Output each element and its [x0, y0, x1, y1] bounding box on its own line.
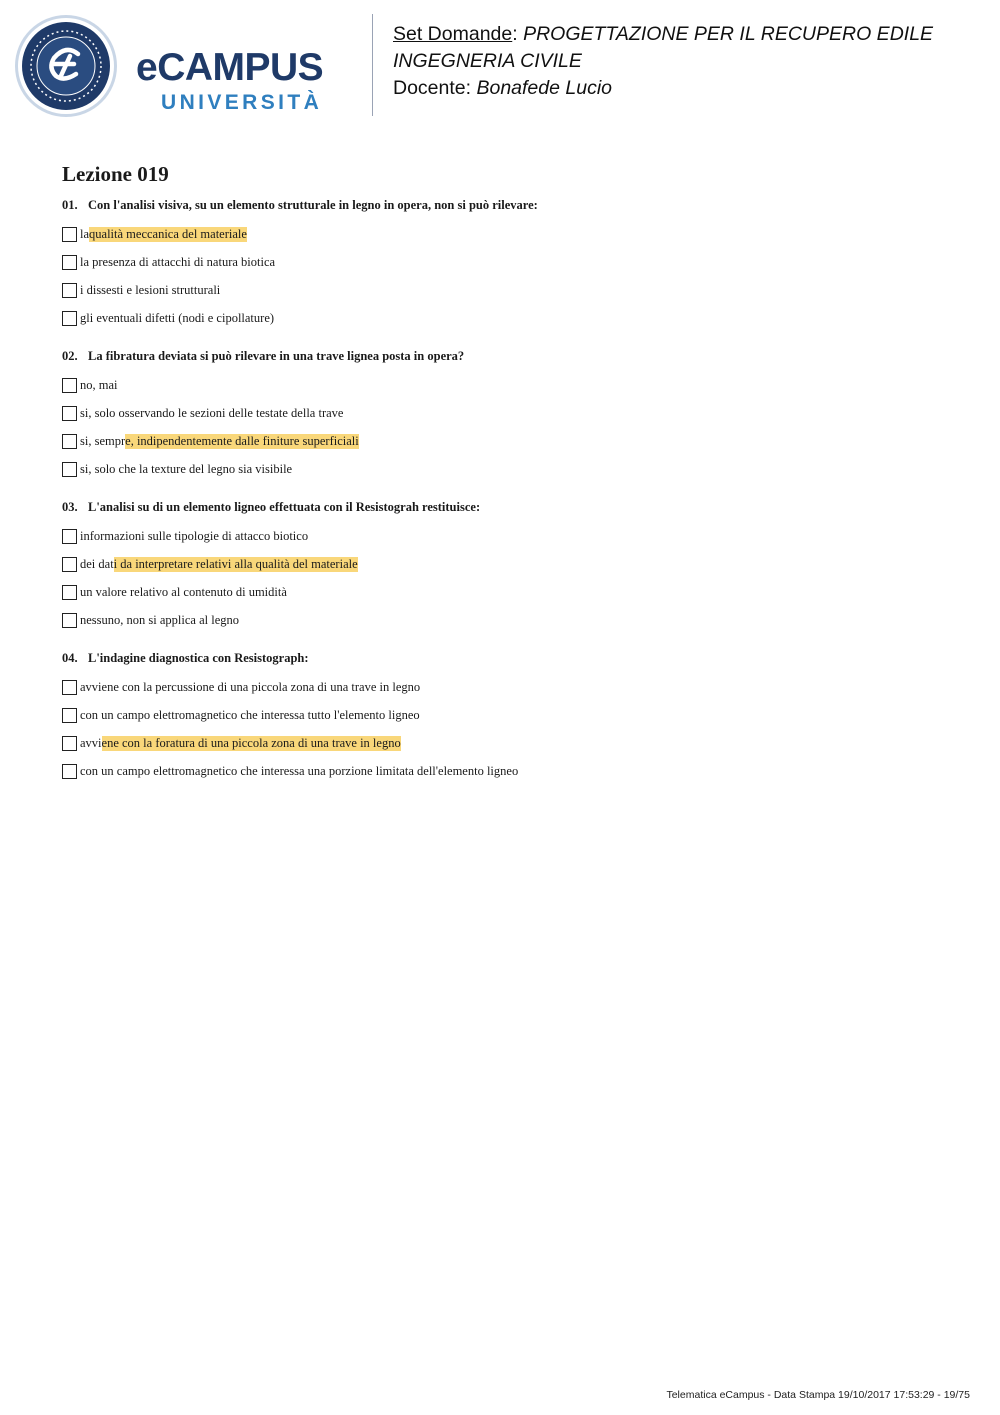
- answer-option[interactable]: [62, 673, 962, 701]
- page-footer: Telematica eCampus - Data Stampa 19/10/2017 17:53:29 - 19/75: [666, 1389, 970, 1401]
- answer-text: informazioni sulle tipologie di attacco biotico: [80, 528, 309, 543]
- answer-checkbox[interactable]: [62, 557, 77, 572]
- question-number: 01.: [62, 198, 78, 212]
- set-line: [393, 21, 983, 48]
- set-separator: :: [512, 23, 524, 45]
- answer-highlight: qualità meccanica del materiale: [89, 226, 247, 241]
- question-block: [62, 347, 962, 483]
- answer-highlight: ene con la foratura di una piccola zona di una trave in legno: [101, 735, 401, 750]
- teacher-name: Bonafede Lucio: [476, 77, 612, 99]
- question-block: [62, 498, 962, 634]
- answer-option[interactable]: [62, 455, 962, 483]
- answer-text: la: [80, 226, 90, 241]
- question-number: 02.: [62, 349, 78, 363]
- answer-checkbox[interactable]: [62, 378, 77, 393]
- answer-option[interactable]: [62, 399, 962, 427]
- answer-checkbox[interactable]: [62, 406, 77, 421]
- answer-checkbox[interactable]: [62, 529, 77, 544]
- header-divider: [372, 14, 373, 116]
- answer-text: si, solo osservando le sezioni delle testate della trave: [80, 405, 344, 420]
- question-number: 03.: [62, 500, 78, 514]
- answer-option[interactable]: [62, 729, 962, 757]
- answer-highlight: i da interpretare relativi alla qualità del materiale: [113, 556, 358, 571]
- answer-text: i dissesti e lesioni strutturali: [80, 282, 221, 297]
- lesson-title: Lezione 019: [62, 162, 169, 186]
- answer-text: si, sempr: [80, 433, 126, 448]
- answer-option[interactable]: [62, 606, 962, 634]
- set-label: Set Domande: [393, 23, 513, 45]
- answer-checkbox[interactable]: [62, 434, 77, 449]
- answer-checkbox[interactable]: [62, 736, 77, 751]
- answer-checkbox[interactable]: [62, 283, 77, 298]
- answer-checkbox[interactable]: [62, 708, 77, 723]
- answer-option[interactable]: [62, 276, 962, 304]
- answer-text: avviene con la percussione di una piccola zona di una trave in legno: [80, 679, 421, 694]
- ecampus-logo: [14, 14, 359, 118]
- logo-wordmark: eCAMPUS: [136, 46, 324, 89]
- answer-checkbox[interactable]: [62, 585, 77, 600]
- teacher-label: Docente:: [393, 77, 477, 99]
- answer-text: si, solo che la texture del legno sia visibile: [80, 461, 293, 476]
- answer-text: con un campo elettromagnetico che interessa tutto l'elemento ligneo: [80, 707, 420, 722]
- header-info: [393, 21, 983, 102]
- answer-text: no, mai: [80, 377, 118, 392]
- answer-checkbox[interactable]: [62, 462, 77, 477]
- answer-option[interactable]: [62, 578, 962, 606]
- question-block: [62, 196, 962, 332]
- answer-option[interactable]: [62, 220, 962, 248]
- answer-option[interactable]: [62, 550, 962, 578]
- answer-text: la presenza di attacchi di natura biotica: [80, 254, 276, 269]
- answer-text: un valore relativo al contenuto di umidità: [80, 584, 287, 599]
- answer-text: dei dat: [80, 556, 114, 571]
- question-text: [62, 649, 962, 667]
- answer-option[interactable]: [62, 427, 962, 455]
- university-seal-icon: [14, 14, 118, 118]
- answer-option[interactable]: [62, 701, 962, 729]
- answer-highlight: e, indipendentemente dalle finiture superficiali: [125, 433, 359, 448]
- answer-checkbox[interactable]: [62, 680, 77, 695]
- set-title: PROGETTAZIONE PER IL RECUPERO EDILE: [523, 23, 934, 45]
- question-text: [62, 196, 962, 214]
- answer-text: con un campo elettromagnetico che interessa una porzione limitata dell'elemento ligneo: [80, 763, 519, 778]
- question-label: La fibratura deviata si può rilevare in una trave lignea posta in opera?: [88, 349, 465, 363]
- answer-option[interactable]: [62, 757, 962, 785]
- question-text: [62, 347, 962, 365]
- question-text: [62, 498, 962, 516]
- answer-checkbox[interactable]: [62, 613, 77, 628]
- question-list: [62, 196, 962, 800]
- answer-option[interactable]: [62, 522, 962, 550]
- answer-checkbox[interactable]: [62, 311, 77, 326]
- question-number: 04.: [62, 651, 78, 665]
- answer-checkbox[interactable]: [62, 255, 77, 270]
- answer-text: nessuno, non si applica al legno: [80, 612, 239, 627]
- question-block: [62, 649, 962, 785]
- answer-checkbox[interactable]: [62, 764, 77, 779]
- answer-text: avvi: [80, 735, 102, 750]
- logo-subtitle: UNIVERSITÀ: [161, 91, 323, 114]
- answer-option[interactable]: [62, 371, 962, 399]
- question-label: L'indagine diagnostica con Resistograph:: [88, 651, 309, 665]
- teacher-line: [393, 75, 983, 102]
- answer-text: gli eventuali difetti (nodi e cipollature): [80, 310, 275, 325]
- question-label: Con l'analisi visiva, su un elemento strutturale in legno in opera, non si può rilevare:: [88, 198, 538, 212]
- answer-option[interactable]: [62, 304, 962, 332]
- course-name: INGEGNERIA CIVILE: [393, 50, 582, 72]
- question-label: L'analisi su di un elemento ligneo effettuata con il Resistograh restituisce:: [88, 500, 481, 514]
- answer-option[interactable]: [62, 248, 962, 276]
- answer-checkbox[interactable]: [62, 227, 77, 242]
